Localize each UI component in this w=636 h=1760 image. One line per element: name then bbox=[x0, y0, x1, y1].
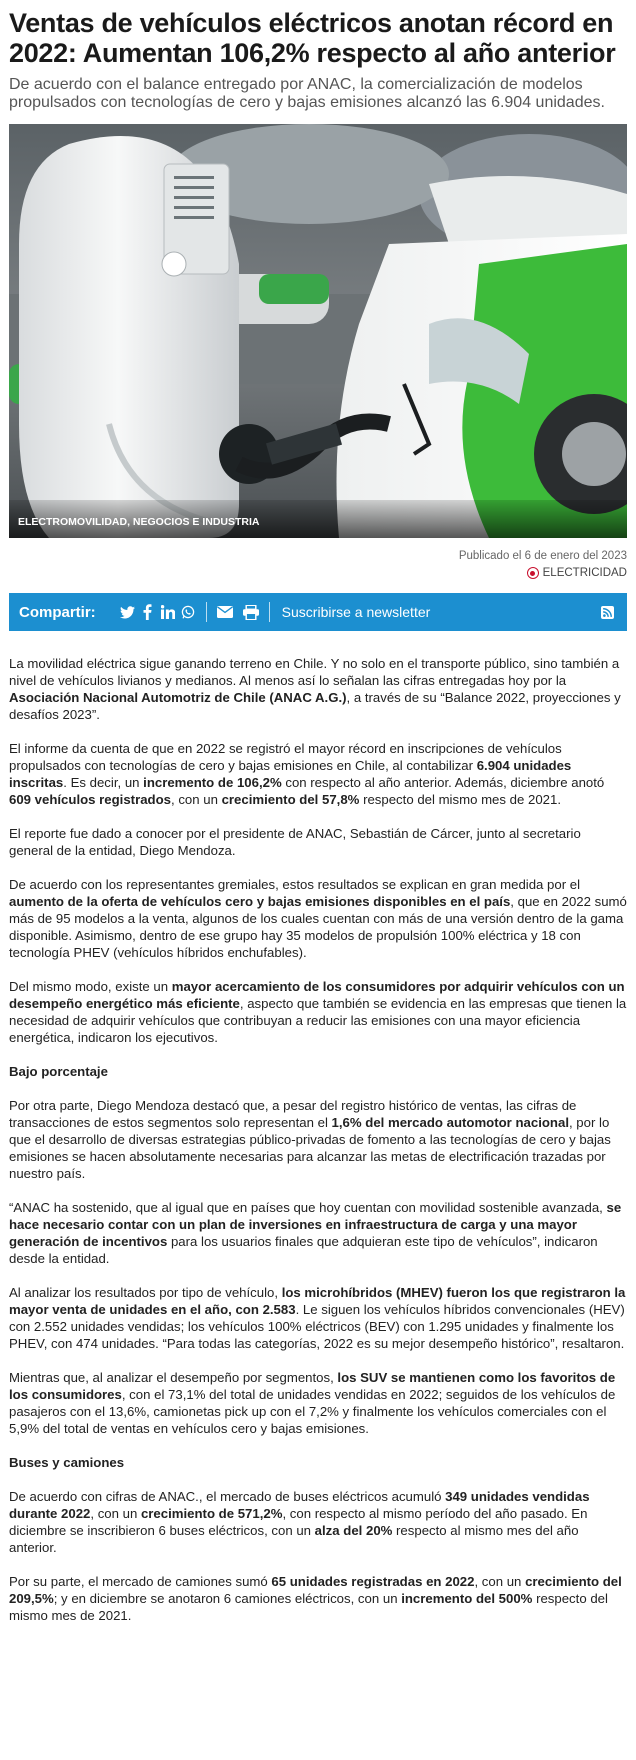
whatsapp-icon[interactable] bbox=[178, 601, 198, 623]
linkedin-icon[interactable] bbox=[158, 601, 178, 623]
paragraph: Por su parte, el mercado de camiones sumó 65 unidades registradas en 2022, con un crecimiento del 209,5%; y en diciembre se anotaron 6 camiones eléctricos, con un incremento del 500% respecto del mismo mes de 2021. bbox=[9, 1574, 622, 1623]
paragraph: Del mismo modo, existe un mayor acercamiento de los consumidores por adquirir vehículos con un desempeño energético más eficiente, aspecto que también se evidencia en las empresas que tienen la necesidad de adquirir vehículos que contribuyan a reducir las emisiones con una mayor eficiencia energética, indicaron los ejecutivos. bbox=[9, 979, 627, 1045]
ev-charging-photo bbox=[9, 124, 627, 538]
email-icon[interactable] bbox=[215, 601, 235, 623]
paragraph: El reporte fue dado a conocer por el presidente de ANAC, Sebastián de Cárcer, junto al secretario general de la entidad, Diego Mendoza. bbox=[9, 826, 581, 858]
section-heading: Buses y camiones bbox=[9, 1455, 125, 1470]
category-tag[interactable] bbox=[9, 567, 627, 579]
paragraph: De acuerdo con cifras de ANAC., el mercado de buses eléctricos acumuló 349 unidades vendidas durante 2022, con un crecimiento de 571,2%, con respecto al mismo período del año pasado. En diciembre se inscribieron 6 buses eléctricos, con un alza del 20% respecto al mismo mes del año anterior. bbox=[9, 1489, 590, 1555]
share-label: Compartir: bbox=[19, 603, 96, 621]
image-caption[interactable]: ELECTROMOVILIDAD, NEGOCIOS E INDUSTRIA bbox=[18, 516, 260, 528]
print-icon[interactable] bbox=[241, 601, 261, 623]
paragraph: La movilidad eléctrica sigue ganando terreno en Chile. Y no solo en el transporte público, sino también a nivel de vehículos livianos y medianos. Al menos así lo señalan las cifras entregadas hoy por la Asociación Nacional Automotriz de Chile (ANAC A.G.), a través de su “Balance 2022, proyecciones y desafíos 2023”. bbox=[9, 656, 621, 722]
article-lead: De acuerdo con el balance entregado por ANAC, la comercialización de modelos propulsados con tecnologías de cero y bajas emisiones alcanzó las 6.904 unidades. bbox=[9, 76, 605, 111]
category-dot-icon bbox=[527, 567, 539, 579]
share-divider bbox=[269, 602, 270, 622]
share-divider bbox=[206, 602, 207, 622]
article-body bbox=[9, 631, 627, 1624]
newsletter-link[interactable]: Suscribirse a newsletter bbox=[281, 604, 431, 620]
paragraph: El informe da cuenta de que en 2022 se registró el mayor récord en inscripciones de vehículos propulsados con tecnologías de cero y bajas emisiones en Chile, al contabilizar 6.904 unidades inscritas. Es decir, un incremento de 106,2% con respecto al año anterior. Además, diciembre anotó 609 vehículos registrados, con un crecimiento del 57,8% respecto del mismo mes de 2021. bbox=[9, 741, 605, 807]
twitter-icon[interactable] bbox=[118, 601, 138, 623]
rss-icon[interactable] bbox=[597, 601, 617, 623]
article-meta bbox=[9, 550, 627, 579]
paragraph: De acuerdo con los representantes gremiales, estos resultados se explican en gran medida por el aumento de la oferta de vehículos cero y bajas emisiones disponibles en el país, que en 2022 sumó más de 95 modelos a la venta, algunos de los cuales cuentan con más de una versión dentro de la gama disponible. Asimismo, dentro de ese grupo hay 35 modelos de propulsión 100% eléctrica y 18 con tecnología PHEV (vehículos híbridos enchufables). bbox=[9, 877, 627, 960]
paragraph: “ANAC ha sostenido, que al igual que en países que hoy cuentan con movilidad sostenible avanzada, se hace necesario contar con un plan de inversiones en infraestructura de carga y una mayor generación de incentivos para los usuarios finales que adquieran este tipo de vehículos”, indicaron desde la entidad. bbox=[9, 1200, 622, 1266]
category-label[interactable]: ELECTRICIDAD bbox=[542, 567, 627, 579]
section-heading: Bajo porcentaje bbox=[9, 1064, 108, 1079]
facebook-icon[interactable] bbox=[138, 601, 158, 623]
article-title: Ventas de vehículos eléctricos anotan récord en 2022: Aumentan 106,2% respecto al año anterior bbox=[9, 8, 616, 68]
paragraph: Mientras que, al analizar el desempeño por segmentos, los SUV se mantienen como los favoritos de los consumidores, con el 73,1% del total de unidades vendidas en 2022; seguidos de los vehículos de pasajeros con el 13,6%, camionetas pick up con el 7,2% y finalmente los vehículos comerciales con el 5,9% del total de ventas en vehículos cero y bajas emisiones. bbox=[9, 1370, 616, 1436]
image-caption-bar bbox=[9, 500, 627, 538]
paragraph: Por otra parte, Diego Mendoza destacó que, a pesar del registro histórico de ventas, las cifras de transacciones de estos segmentos solo representan el 1,6% del mercado automotor nacional, por lo que el desarrollo de diversas estrategias público-privadas de fomento a las tecnologías de cero y bajas emisiones se hacen absolutamente necesarias para alcanzar las metas de electrificación trazadas por nuestro país. bbox=[9, 1098, 611, 1181]
paragraph: Al analizar los resultados por tipo de vehículo, los microhíbridos (MHEV) fueron los que registraron la mayor venta de unidades en el año, con 2.583. Le siguen los vehículos híbridos convencionales (HEV) con 2.552 unidades vendidas; los vehículos 100% eléctricos (BEV) con 1.295 unidades y finalmente los PHEV, con 474 unidades. “Para todas las categorías, 2022 es su mejor desempeño histórico”, resaltaron. bbox=[9, 1285, 626, 1351]
publish-date: Publicado el 6 de enero del 2023 bbox=[458, 550, 627, 562]
share-bar bbox=[9, 593, 627, 631]
hero-image bbox=[9, 124, 627, 538]
